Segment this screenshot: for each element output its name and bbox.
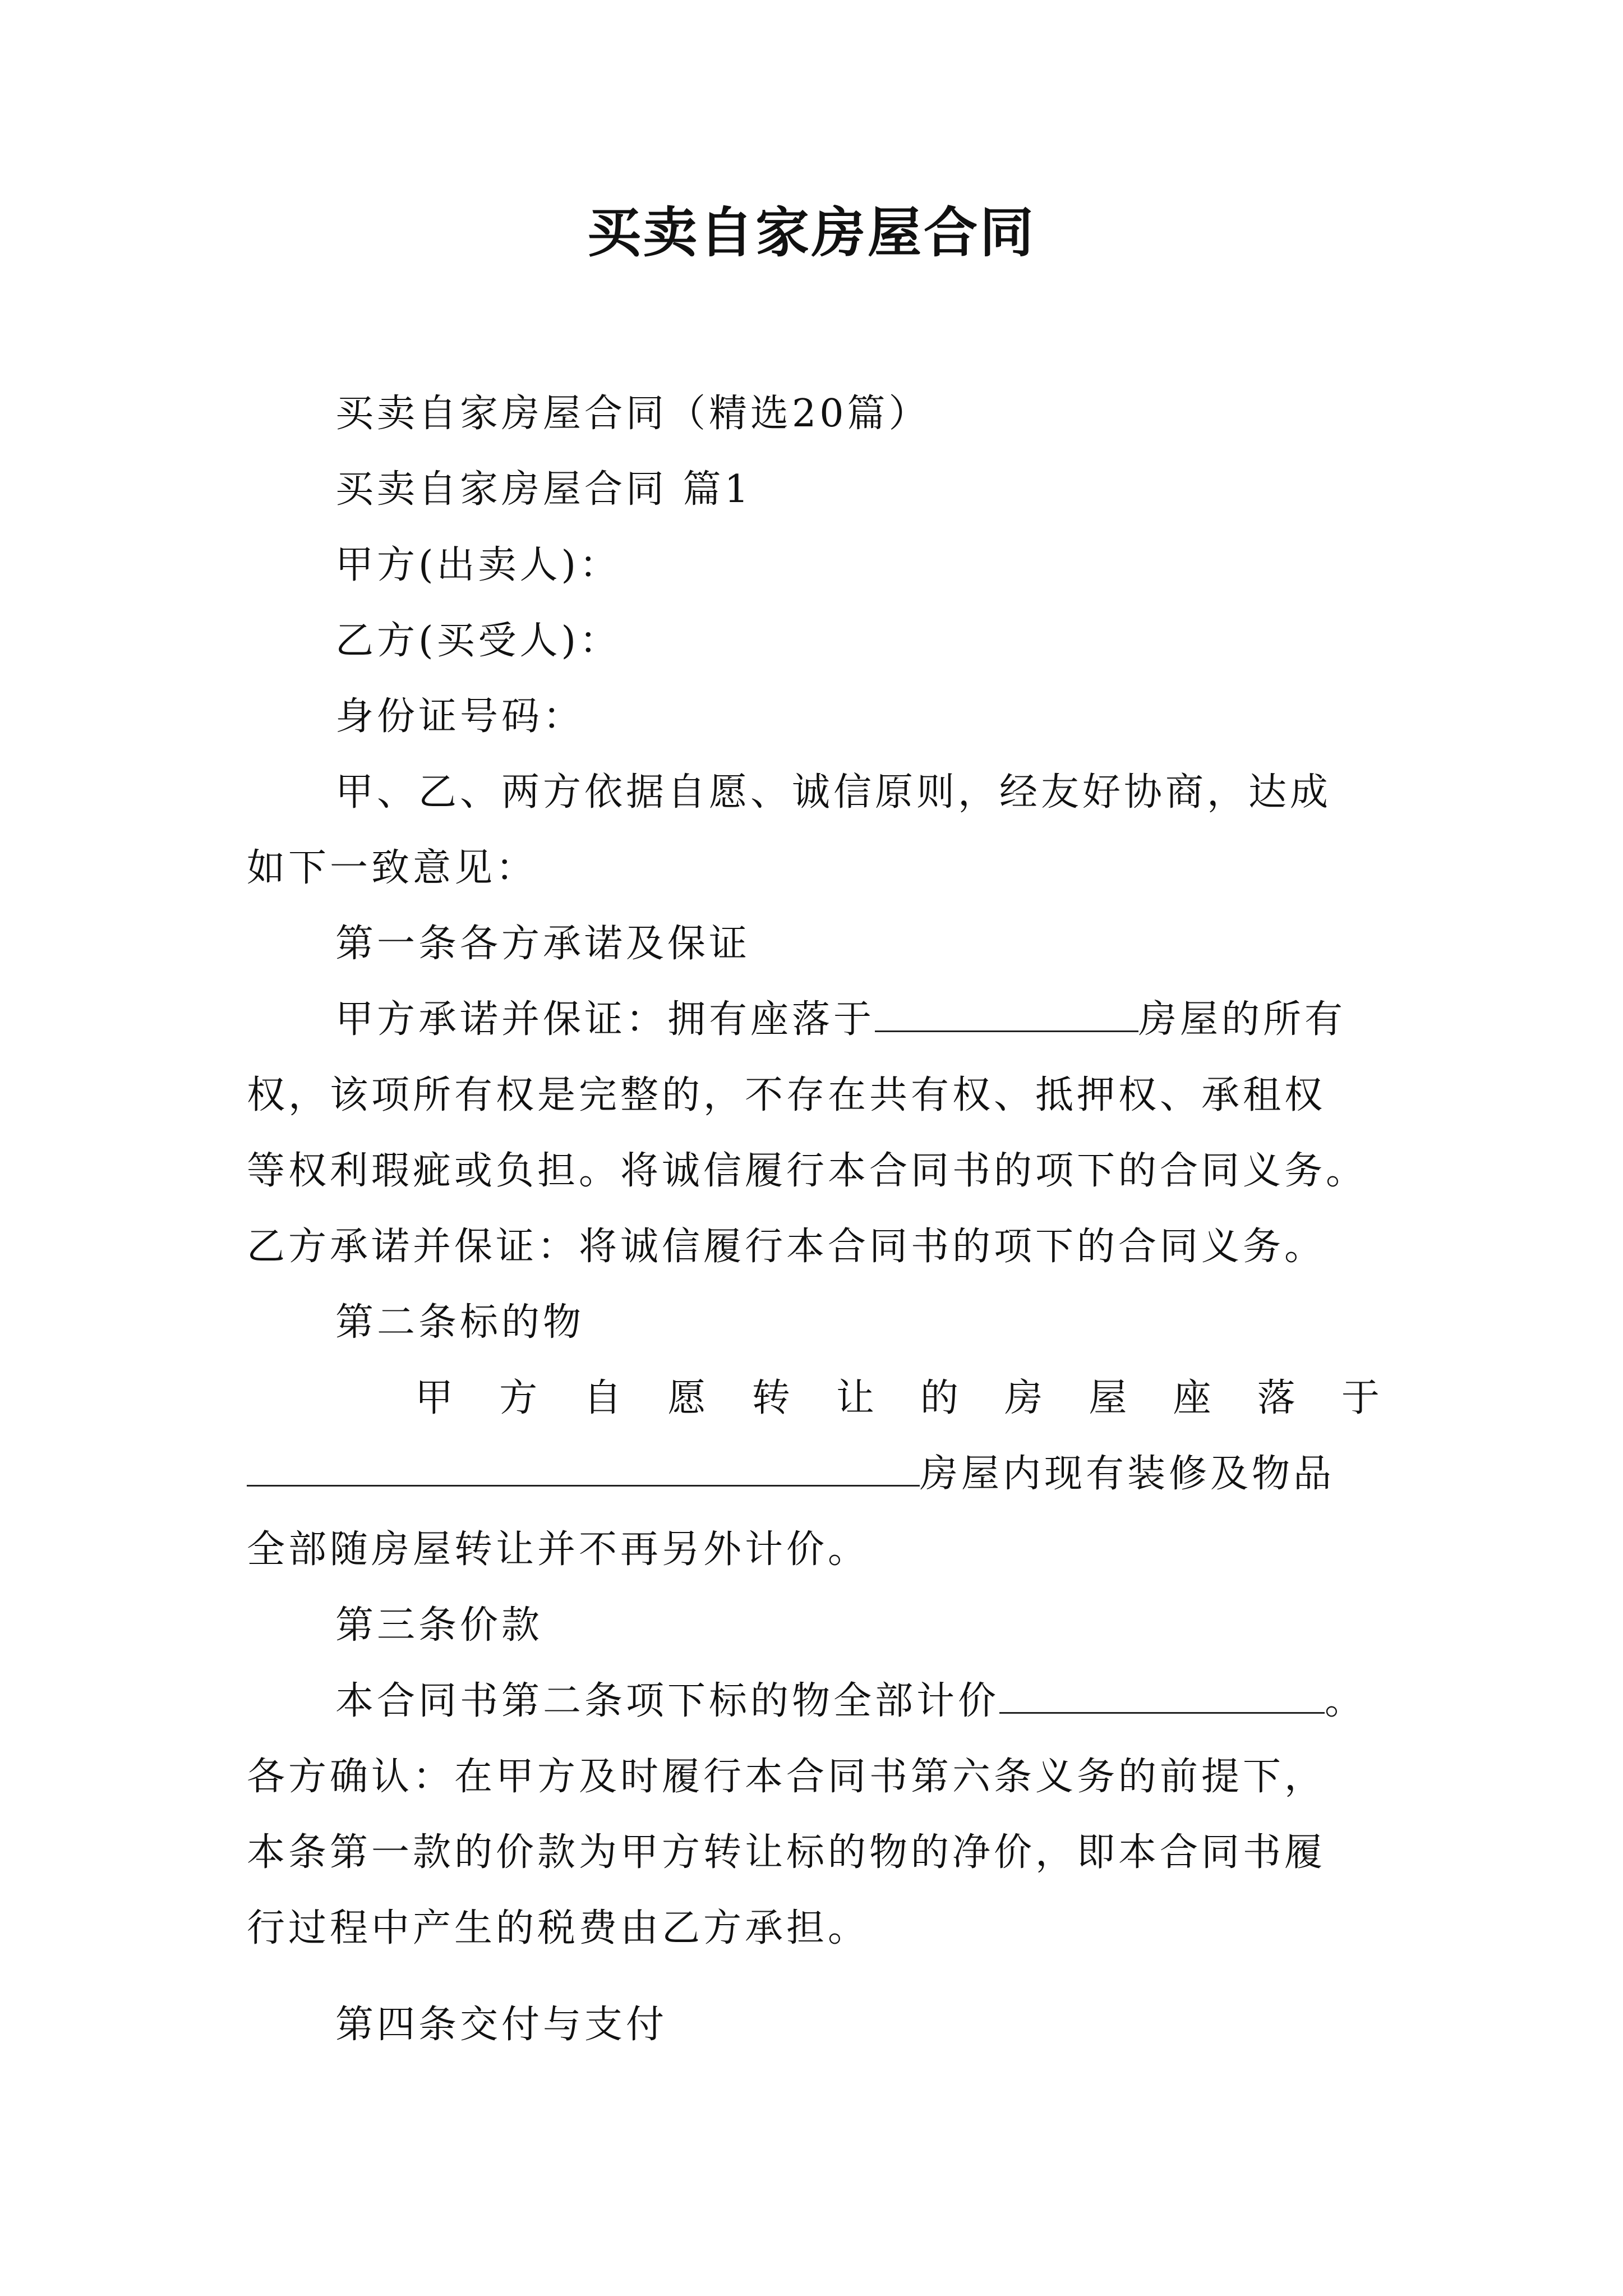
article-3-text: 。 [1325, 1679, 1367, 1723]
party-a-line: 甲方(出卖人)： [335, 543, 621, 587]
article-2-paragraph-line: 全部随房屋转让并不再另外计价。 [247, 1527, 870, 1572]
article-3-paragraph-line: 行过程中产生的税费由乙方承担。 [247, 1906, 870, 1950]
article-3-text: 本合同书第二条项下标的物全部计价 [335, 1679, 1000, 1723]
spread-char: 屋 [1089, 1376, 1127, 1420]
document-title: 买卖自家房屋合同 [587, 201, 1036, 264]
spread-char: 方 [499, 1376, 538, 1420]
fill-in-blank [999, 1678, 1325, 1714]
article-3-paragraph-line [335, 1673, 1366, 1729]
article-2-spread-line [415, 1370, 1380, 1427]
article-1-text: 房屋的所有 [1138, 997, 1347, 1042]
article-1-paragraph-line: 权，该项所有权是完整的，不存在共有权、抵押权、承租权 [247, 1073, 1326, 1117]
article-2-paragraph-line [247, 1446, 1335, 1502]
article-3-paragraph-line: 各方确认：在甲方及时履行本合同书第六条义务的前提下， [247, 1755, 1326, 1799]
article-1-paragraph-line [335, 992, 1346, 1048]
section-heading: 买卖自家房屋合同 篇1 [335, 467, 752, 512]
article-1-text: 甲方承诺并保证：拥有座落于 [335, 997, 875, 1042]
article-3-title: 第三条价款 [335, 1603, 543, 1648]
article-2-title: 第二条标的物 [335, 1300, 585, 1345]
document-subtitle: 买卖自家房屋合同（精选20篇） [335, 392, 930, 436]
fill-in-blank [247, 1451, 920, 1487]
spread-char: 房 [1004, 1376, 1043, 1420]
spread-char: 座 [1173, 1376, 1211, 1420]
spread-char: 落 [1257, 1376, 1295, 1420]
spread-char: 自 [583, 1376, 622, 1420]
article-4-title: 第四条交付与支付 [335, 2003, 668, 2047]
spread-char: 让 [836, 1376, 874, 1420]
spread-char: 甲 [415, 1376, 454, 1420]
spread-char: 转 [751, 1376, 790, 1420]
spread-char: 愿 [667, 1376, 706, 1420]
article-2-text: 房屋内现有装修及物品 [920, 1452, 1335, 1496]
intro-paragraph-line: 如下一致意见： [247, 846, 538, 890]
article-1-title: 第一条各方承诺及保证 [335, 922, 751, 966]
spread-char: 于 [1341, 1376, 1380, 1420]
party-b-line: 乙方(买受人)： [335, 619, 621, 663]
fill-in-blank [875, 997, 1138, 1032]
intro-paragraph-line: 甲、乙、两方依据自愿、诚信原则，经友好协商，达成 [335, 770, 1332, 815]
article-1-paragraph-line: 乙方承诺并保证：将诚信履行本合同书的项下的合同义务。 [247, 1225, 1326, 1269]
id-number-line: 身份证号码： [335, 694, 585, 739]
article-3-paragraph-line: 本条第一款的价款为甲方转让标的物的净价，即本合同书履 [247, 1830, 1326, 1875]
spread-char: 的 [920, 1376, 959, 1420]
article-1-paragraph-line: 等权利瑕疵或负担。将诚信履行本合同书的项下的合同义务。 [247, 1149, 1368, 1193]
